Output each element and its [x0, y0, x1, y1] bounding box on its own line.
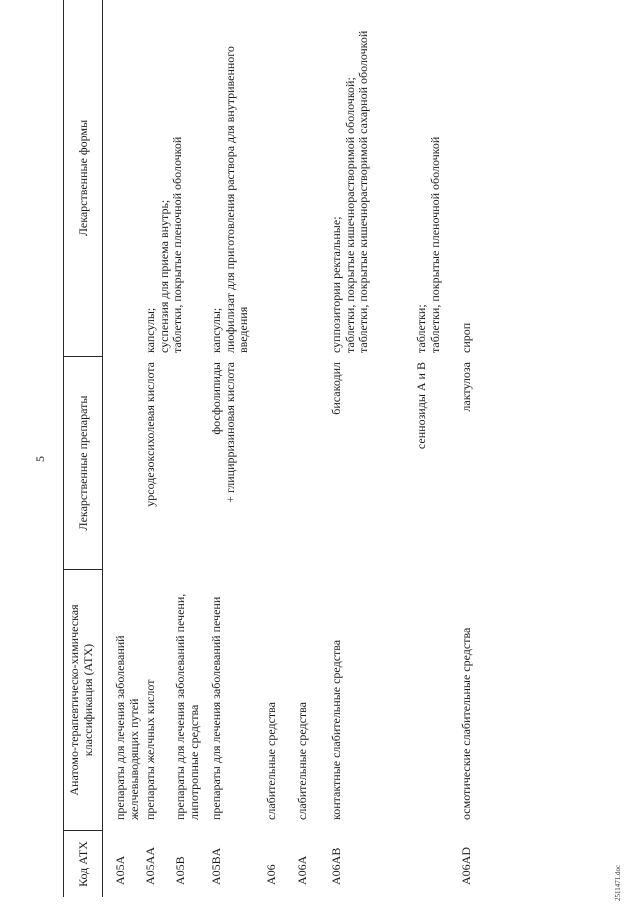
cell-drugs: бисакодил [329, 362, 343, 415]
header-forms: Лекарственные формы [76, 119, 90, 237]
cell-drugs: лактулоза [459, 362, 473, 412]
cell-classification: осмотические слабительные средства [459, 627, 473, 820]
cell-code: A05B [173, 856, 187, 885]
cell-classification: препараты для лечения заболеваний печени [209, 596, 223, 820]
cell-code: A05AA [143, 847, 157, 885]
cell-classification: препараты для лечения заболеваний желчевыводящих путей [113, 635, 141, 820]
footer-filename: 2511471.doc [614, 864, 622, 901]
cell-code: A06A [295, 855, 309, 885]
cell-classification: препараты для лечения заболеваний печени, липотропные средства [173, 593, 201, 820]
cell-drugs: фосфолипиды + глицирризиновая кислота [209, 362, 237, 503]
cell-forms: капсулы; лиофилизат для приготовления раствора для внутривенного введения [209, 46, 250, 353]
header-code: Код АТХ [76, 841, 90, 887]
cell-forms: таблетки; таблетки, покрытые пленочной оболочкой [414, 136, 442, 353]
header-divider-2 [63, 569, 103, 570]
cell-code: A05BA [209, 847, 223, 885]
page-number: 5 [33, 456, 47, 462]
cell-classification: препараты желчных кислот [143, 679, 157, 820]
table-header-bottom-rule [102, 0, 103, 897]
header-drugs: Лекарственные препараты [76, 395, 90, 531]
cell-code: A06AD [459, 847, 473, 885]
cell-drugs: урсодезоксихолевая кислота [143, 362, 157, 507]
cell-classification: слабительные средства [264, 701, 278, 820]
cell-classification: слабительные средства [295, 701, 309, 820]
cell-forms: сироп [459, 322, 473, 353]
cell-forms: капсулы; суспензия для приема внутрь; таблетки, покрытые пленочной оболочкой [143, 136, 184, 353]
table-top-rule [63, 0, 64, 897]
cell-code: A05A [113, 855, 127, 885]
cell-code: A06 [264, 864, 278, 885]
cell-drugs: сеннозиды А и В [414, 362, 428, 450]
header-classification: Анатомо-терапевтическо-химическая классификация (АТХ) [67, 604, 95, 796]
cell-classification: контактные слабительные средства [329, 639, 343, 820]
cell-forms: суппозитории ректальные; таблетки, покрытые кишечнорастворимой оболочкой; таблетки, покрытые кишечнорастворимой сахарной оболочкой [329, 30, 370, 353]
cell-code: A06AB [329, 847, 343, 885]
